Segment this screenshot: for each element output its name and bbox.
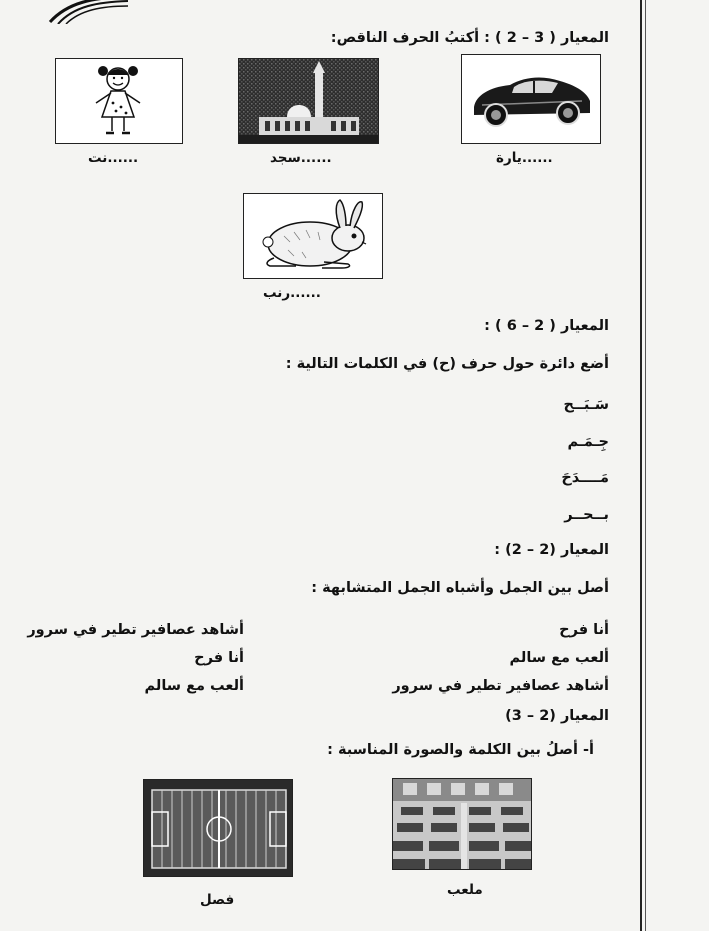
word-4: بــحــر	[564, 507, 609, 523]
girl-icon	[56, 59, 181, 142]
rabbit-picture	[243, 193, 383, 279]
right-sentence-1: أنا فرح	[559, 622, 609, 638]
left-sentence-2: أنا فرح	[194, 650, 244, 666]
section4-heading: المعيار (2 – 3)	[505, 708, 609, 724]
section3-heading: المعيار (2 – 2) :	[494, 542, 609, 558]
car-icon	[462, 55, 599, 142]
stadium-label: فصل	[200, 892, 235, 908]
mosque-icon	[239, 59, 379, 144]
stadium-picture	[143, 779, 293, 877]
left-sentence-3: ألعب مع سالم	[144, 678, 244, 694]
section2-instruction: أضع دائرة حول حرف (ح) في الكلمات التالية :	[285, 356, 609, 372]
stadium-photo	[144, 780, 293, 877]
rabbit-icon	[244, 194, 381, 277]
classroom-picture	[392, 778, 532, 870]
word-1: سَـبَــح	[563, 397, 609, 413]
mosque-word: ......سجد	[270, 150, 332, 166]
word-2: جِـمَـم	[567, 434, 609, 450]
classroom-photo	[393, 779, 532, 870]
car-word: ......يارة	[496, 150, 553, 166]
car-picture	[461, 54, 601, 144]
right-sentence-2: ألعب مع سالم	[509, 650, 609, 666]
girl-word: ......نت	[88, 150, 139, 166]
section1-heading: المعيار ( 3 – 2 ) : أكتبُ الحرف الناقص:	[330, 30, 609, 46]
girl-picture	[55, 58, 183, 144]
page-corner-decoration	[48, 0, 128, 24]
section2-heading: المعيار ( 2 – 6 ) :	[484, 318, 609, 334]
right-sentence-3: أشاهد عصافير تطير في سرور	[392, 678, 609, 694]
left-sentence-1: أشاهد عصافير تطير في سرور	[27, 622, 244, 638]
mosque-picture	[238, 58, 379, 144]
section4-instruction: أ- أصلُ بين الكلمة والصورة المناسبة :	[327, 742, 594, 758]
classroom-label: ملعب	[447, 882, 483, 898]
binding-line	[640, 0, 642, 931]
binding-line-inner	[645, 0, 646, 931]
word-3: مَــــدَحَ	[561, 470, 609, 486]
section3-instruction: أصل بين الجمل وأشباه الجمل المتشابهة :	[311, 580, 609, 596]
rabbit-word: ......رنب	[263, 285, 321, 301]
